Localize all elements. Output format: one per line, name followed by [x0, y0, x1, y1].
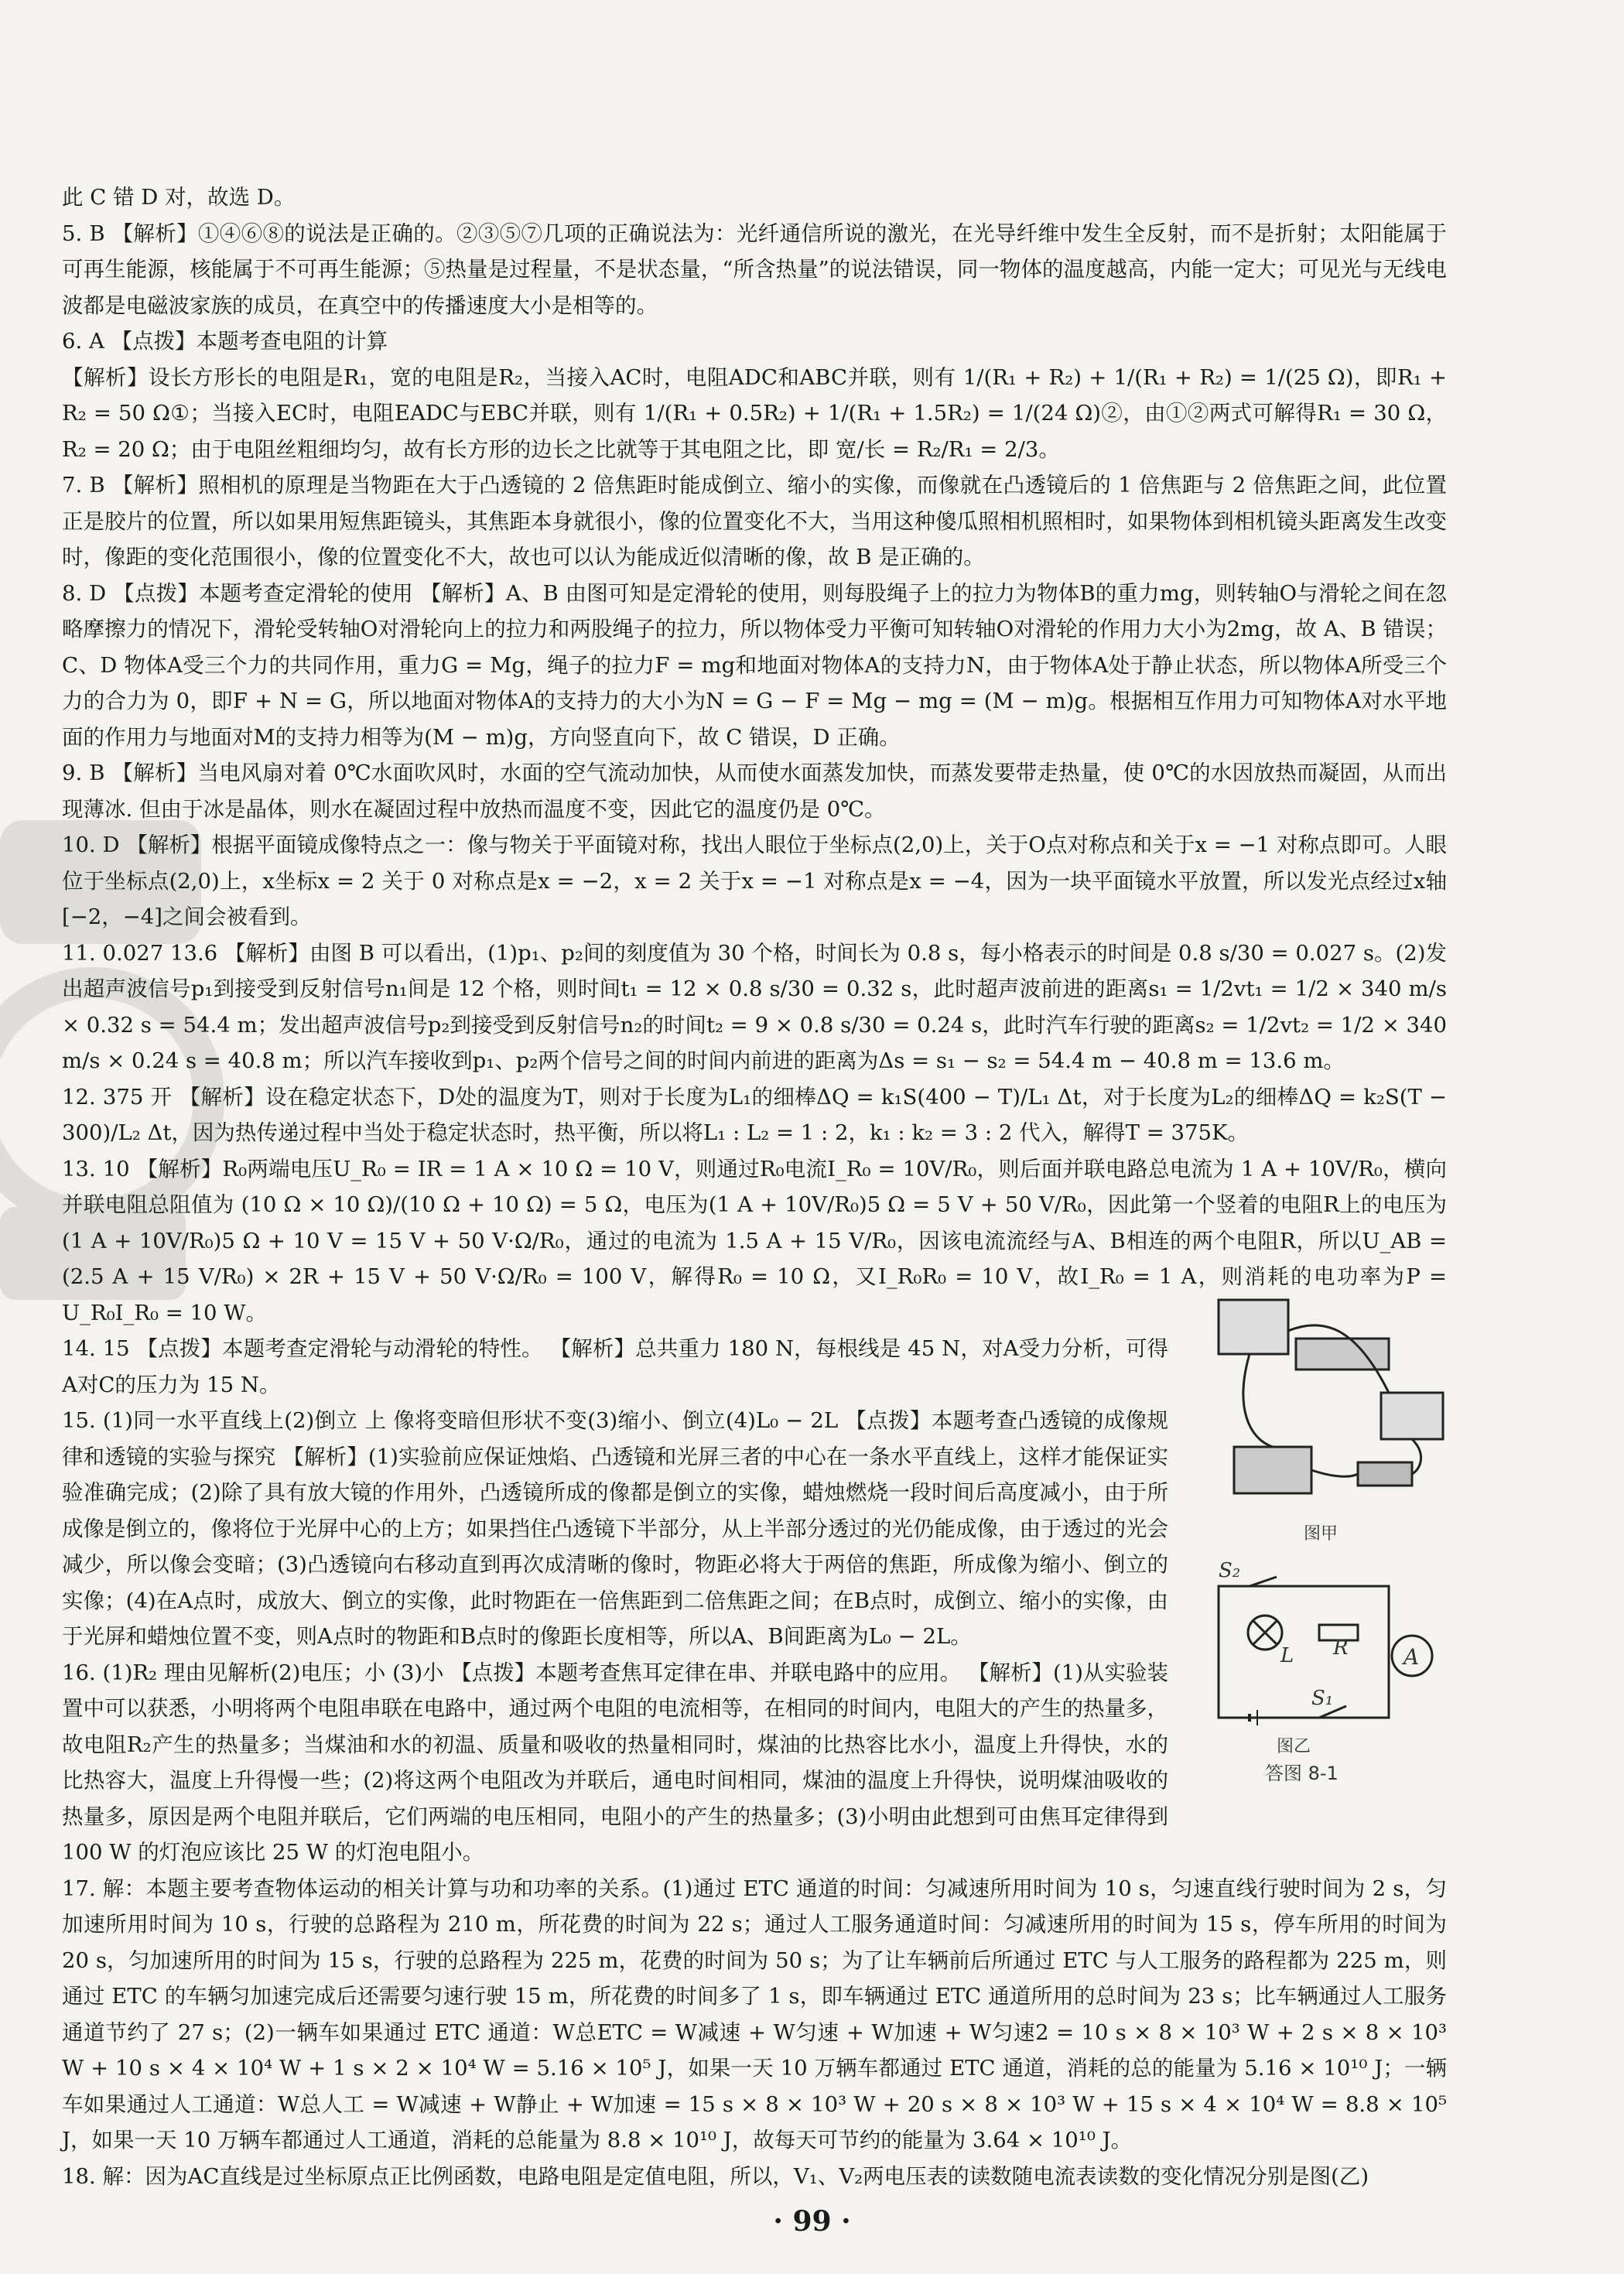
text-line: 此 C 错 D 对，故选 D。 [62, 185, 296, 210]
answer-12: 12. 375 开 【解析】设在稳定状态下，D处的温度为T，则对于长度为L₁的细棒ΔQ = k₁S(400 − T)/L₁ Δt，对于长度为L₂的细棒ΔQ = k₂S(T − 300)/L₂ Δt，因为热传递过程中当处于稳定状态时，热平衡，所以将L₁ : L₂ = 1 : 2，k₁ : k₂ = 3 : 2 代入，解得T = 375K。 [62, 1084, 1447, 1145]
page-number: · 99 · [773, 2205, 851, 2238]
answer-11: 11. 0.027 13.6 【解析】由图 B 可以看出，(1)p₁、p₂间的刻度值为 30 个格，时间长为 0.8 s，每小格表示的时间是 0.8 s/30 = 0.027 s。(2)发出超声波信号p₁到接受到反射信号n₁间是 12 个格，则时间t₁ = 12 × 0.8 s/30 = 0.32 s，此时超声波前进的距离s₁ = 1/2vt₁ = 1/2 × 340 m/s × 0.32 s = 54.4 m；发出超声波信号p₂到接受到反射信号n₂的时间t₂ = 9 × 0.8 s/30 = 0.24 s，此时汽车行驶的距离s₂ = 1/2vt₂ = 1/2 × 340 m/s × 0.24 s = 40.8 m；所以汽车接收到p₁、p₂两个信号之间的时间内前进的距离为Δs = s₁ − s₂ = 54.4 m − 40.8 m = 13.6 m。 [62, 940, 1447, 1073]
answer-16: 16. (1)R₂ 理由见解析(2)电压；小 (3)小 【点拨】本题考查焦耳定律在串、并联电路中的应用。 【解析】(1)从实验装置中可以获悉，小明将两个电阻串联在电路中，通过两个电阻的电流相等，在相同的时间内，电阻大的产生的热量多，故电阻R₂产生的热量多；当煤油和水的初温、质量和吸收的热量相同时，煤油的比热容比水小，温度上升得快，水的比热容大，温度上升得慢一些；(2)将这两个电阻改为并联后，通电时间相同，煤油的温度上升得快，说明煤油吸收的热量多，原因是两个电阻并联后，它们两端的电压相同，电阻小的产生的热量多；(3)小明由此想到可由焦耳定律得到 100 W 的灯泡应该比 25 W 的灯泡电阻小。 [62, 1660, 1168, 1865]
answer-9: 9. B 【解析】当电风扇对着 0℃水面吹风时，水面的空气流动加快，从而使水面蒸发加快，而蒸发要带走热量，使 0℃的水因放热而凝固，从而出现薄冰. 但由于冰是晶体，则水在凝固过程中放热而温度不变，因此它的温度仍是 0℃。 [62, 761, 1447, 822]
answer-5: 5. B 【解析】①④⑥⑧的说法是正确的。②③⑤⑦几项的正确说法为：光纤通信所说的激光，在光导纤维中发生全反射，而不是折射；太阳能属于可再生能源，核能属于不可再生能源；⑤热量是过程量，不是状态量，“所含热量”的说法错误，同一物体的温度越高，内能一定大；可见光与无线电波都是电磁波家族的成员，在真空中的传播速度大小是相等的。 [62, 221, 1447, 318]
answer-15: 15. (1)同一水平直线上(2)倒立 上 像将变暗但形状不变(3)缩小、倒立(4)L₀ − 2L 【点拨】本题考查凸透镜的成像规律和透镜的实验与探究 【解析】(1)实验前应保证烛焰、凸透镜和光屏三者的中心在一条水平直线上，这样才能保证实验准确完成；(2)除了具有放大镜的作用外，凸透镜所成的像都是倒立的实像，蜡烛燃烧一段时间后高度减小，由于所成像是倒立的，像将位于光屏中心的上方；如果挡住凸透镜下半部分，从上半部分透过的光仍能成像，由于透过的光会减少，所以像会变暗；(3)凸透镜向右移动直到再次成清晰的像时，物距必将大于两倍的焦距，所成像为缩小、倒立的实像；(4)在A点时，成放大、倒立的实像，此时物距在一倍焦距到二倍焦距之间；在B点时，成倒立、缩小的实像，由于光屏和蜡烛位置不变，则A点时的物距和B点时的像距长度相等，所以A、B间距离为L₀ − 2L。 [62, 1408, 1168, 1649]
switch-s1-label: S₁ [1311, 1687, 1334, 1710]
figure-jia-apparatus [1203, 1284, 1451, 1517]
answer-10: 10. D 【解析】根据平面镜成像特点之一：像与物关于平面镜对称，找出人眼位于坐标点(2,0)上，关于O点对称点和关于x = −1 对称点即可。人眼位于坐标点(2,0)上，x坐标x = 2 关于 0 对称点是x = −2，x = 2 关于x = −1 对称点是x = −4，因为一块平面镜水平放置，所以发光点经过x轴[−2，−4]之间会被看到。 [62, 833, 1447, 929]
answer-13: 13. 10 【解析】R₀两端电压U_R₀ = IR = 1 A × 10 Ω = 10 V，则通过R₀电流I_R₀ = 10V/R₀，则后面并联电路总电流为 1 A + 10V/R₀，横向并联电阻总阻值为 (10 Ω × 10 Ω)/(10 Ω + 10 Ω) = 5 Ω，电压为(1 A + 10V/R₀)5 Ω = 5 V + 50 V/R₀，因此第一个竖着的电阻R上的电压为(1 A + 10V/R₀)5 Ω + 10 V = 15 V + 50 V·Ω/R₀，通过的电流为 1.5 A + 15 V/R₀，因该电流流经与A、B相连的两个电阻R，所以U_AB = (2.5 A + 15 V/R₀) × 2R + 15 V + 50 V·Ω/R₀ = 100 V，解得R₀ = 10 Ω，又I_R₀R₀ = 10 V，故I_R₀ = 1 A，则消耗的电功率为P = U_R₀I_R₀ = 10 W。 [62, 1156, 1447, 1325]
figure-caption: 答图 8-1 [1265, 1763, 1339, 1784]
answer-6-analysis: 【解析】设长方形长的电阻是R₁，宽的电阻是R₂，当接入AC时，电阻ADC和ABC并联，则有 1/(R₁ + R₂) + 1/(R₁ + R₂) = 1/(25 Ω)，即R₁ + R₂ = 50 Ω①；当接入EC时，电阻EADC与EBC并联，则有 1/(R₁ + 0.5R₂) + 1/(R₁ + 1.5R₂) = 1/(24 Ω)②，由①②两式可解得R₁ = 30 Ω，R₂ = 20 Ω；由于电阻丝粗细均匀，故有长方形的边长之比就等于其电阻之比，即 宽/长 = R₂/R₁ = 2/3。 [62, 364, 1447, 462]
ammeter-a-label: A [1403, 1644, 1420, 1670]
answer-text [62, 180, 1447, 2194]
answer-18: 18. 解：因为AC直线是过坐标原点正比例函数，电路电阻是定值电阻，所以，V₁、V₂两电压表的读数随电流表读数的变化情况分别是图(乙) [62, 2163, 1369, 2189]
figure-yi-label: 图乙 [1277, 1737, 1311, 1756]
answer-6: 6. A 【点拨】本题考查电阻的计算 [62, 329, 388, 354]
answer-8: 8. D 【点拨】本题考查定滑轮的使用 【解析】A、B 由图可知是定滑轮的使用，则每股绳子上的拉力为物体B的重力mg，则转轴O与滑轮之间在忽略摩擦力的情况下，滑轮受转轴O对滑轮向上的拉力和两股绳子的拉力，所以物体受力平衡可知转轴O对滑轮的作用力大小为2mg，故 A、B 错误；C、D 物体A受三个力的共同作用，重力G = Mg，绳子的拉力F = mg和地面对物体A的支持力N，由于物体A处于静止状态，所以物体A所受三个力的合力为 0，即F + N = G，所以地面对物体A的支持力的大小为N = G − F = Mg − mg = (M − m)g。根据相互作用力可知物体A对水平地面的作用力与地面对M的支持力相等为(M − m)g，方向竖直向下，故 C 错误，D 正确。 [62, 580, 1447, 750]
answer-14: 14. 15 【点拨】本题考查定滑轮与动滑轮的特性。 【解析】总共重力 180 N，每根线是 45 N，对A受力分析，可得A对C的压力为 15 N。 [62, 1336, 1168, 1397]
answer-7: 7. B 【解析】照相机的原理是当物距在大于凸透镜的 2 倍焦距时能成倒立、缩小的实像，而像就在凸透镜后的 1 倍焦距与 2 倍焦距之间，此位置正是胶片的位置，所以如果用短焦距镜头，其焦距本身就很小，像的位置变化不大，当用这种傻瓜照相机照相时，如果物体到相机镜头距离发生改变时，像距的变化范围很小，像的位置变化不大，故也可以认为能成近似清晰的像，故 B 是正确的。 [62, 473, 1447, 569]
figure-jia-label: 图甲 [1304, 1524, 1339, 1544]
answer-17: 17. 解：本题主要考查物体运动的相关计算与功和功率的关系。(1)通过 ETC 通道的时间：匀减速所用时间为 10 s，匀速直线行驶时间为 2 s，匀加速所用时间为 10 s，行驶的总路程为 210 m，所花费的时间为 22 s；通过人工服务通道时间：匀减速所用的时间为 15 s，停车所用的时间为 20 s，匀加速所用的时间为 15 s，行驶的总路程为 225 m，花费的时间为 50 s；为了让车辆前后所通过 ETC 与人工服务的路程都为 225 m，则通过 ETC 的车辆匀加速完成后还需要匀速行驶 15 m，所花费的时间多了 1 s，即车辆通过 ETC 通道所用的总时间为 23 s；比车辆通过人工服务通道节约了 27 s；(2)一辆车如果通过 ETC 通道：W总ETC = W减速 + W匀速 + W加速 + W匀速2 = 10 s × 8 × 10³ W + 2 s × 8 × 10³ W + 10 s × 4 × 10⁴ W + 1 s × 2 × 10⁴ W = 5.16 × 10⁵ J，如果一天 10 万辆车都通过 ETC 通道，消耗的总的能量为 5.16 × 10¹⁰ J；一辆车如果通过人工通道：W总人工 = W减速 + W静止 + W加速 = 15 s × 8 × 10³ W + 20 s × 8 × 10³ W + 15 s × 4 × 10⁴ W = 8.8 × 10⁵ J，如果一天 10 万辆车都通过人工通道，消耗的总能量为 8.8 × 10¹⁰ J，故每天可节约的能量为 3.64 × 10¹⁰ J。 [62, 1876, 1447, 2153]
lamp-l-label: L [1280, 1644, 1294, 1667]
resistor-r-label: R [1333, 1636, 1349, 1660]
answer-figure-8-1 [1203, 1284, 1451, 1784]
switch-s2-label: S₂ [1219, 1559, 1241, 1582]
